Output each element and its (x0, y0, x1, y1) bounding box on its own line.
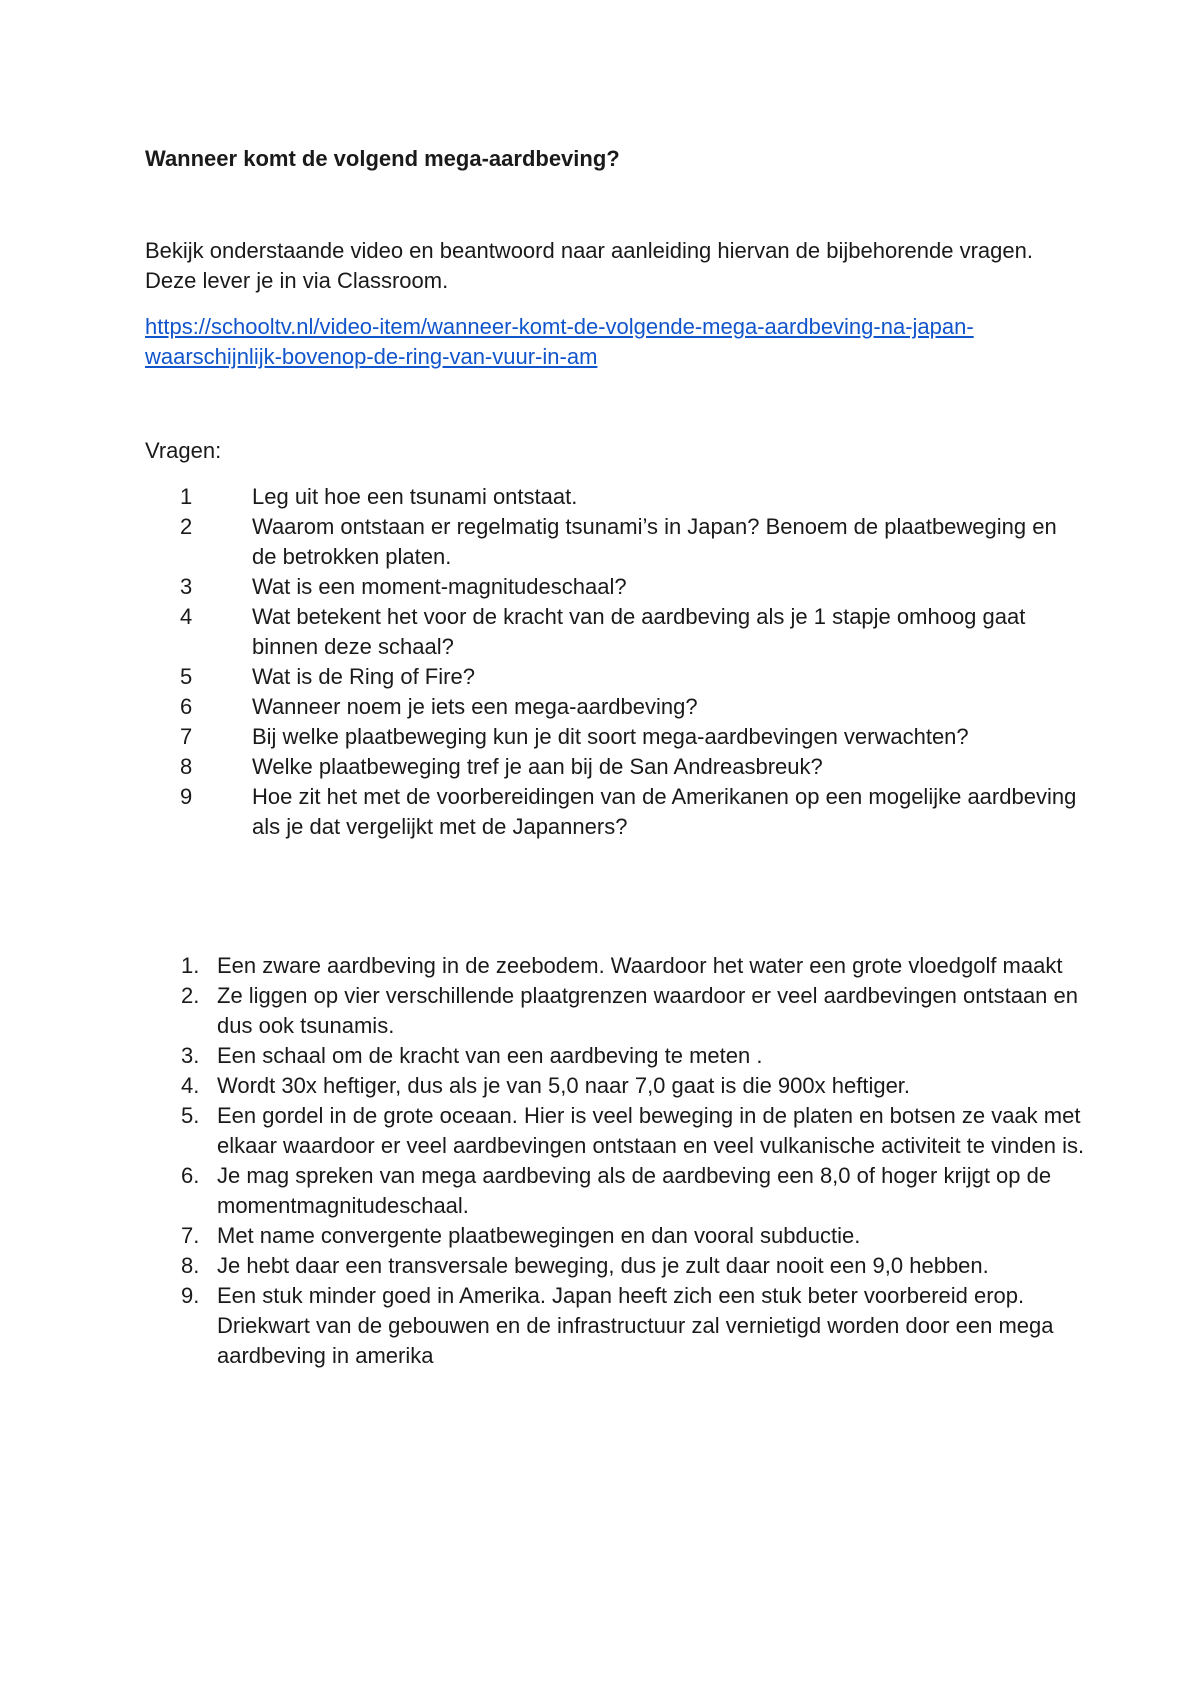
questions-heading: Vragen: (145, 438, 222, 463)
answer-item (145, 1071, 1085, 1101)
answer-text: Je hebt daar een transversale beweging, dus je zult daar nooit een 9,0 hebben. (217, 1253, 989, 1278)
question-number: 9 (180, 784, 193, 809)
answer-item (145, 1161, 1085, 1221)
answer-item (145, 951, 1085, 981)
question-number: 5 (180, 664, 193, 689)
answer-text: Wordt 30x heftiger, dus als je van 5,0 naar 7,0 gaat is die 900x heftiger. (217, 1073, 911, 1098)
answer-text: Je mag spreken van mega aardbeving als de aardbeving een 8,0 of hoger krijgt op de momentmagnitudeschaal. (217, 1163, 1052, 1218)
video-link-line-1[interactable]: https://schooltv.nl/video-item/wanneer-komt-de-volgende-mega-aardbeving-na-japan- (145, 314, 974, 339)
answer-number: 4. (181, 1073, 200, 1098)
question-text: Leg uit hoe een tsunami ontstaat. (252, 484, 578, 509)
question-number: 8 (180, 754, 193, 779)
intro-paragraph: Bekijk onderstaande video en beantwoord naar aanleiding hiervan de bijbehorende vragen. Deze lever je in via Classroom. (145, 238, 1033, 293)
answer-text: Met name convergente plaatbewegingen en dan vooral subductie. (217, 1223, 861, 1248)
answer-item (145, 1041, 1085, 1071)
answer-number: 5. (181, 1103, 200, 1128)
question-item (145, 662, 1085, 692)
questions-list (145, 482, 1085, 842)
answer-text: Ze liggen op vier verschillende plaatgrenzen waardoor er veel aardbevingen ontstaan en dus ook tsunamis. (217, 983, 1078, 1038)
video-link[interactable] (145, 312, 1105, 372)
answers-list (145, 951, 1085, 1371)
question-number: 1 (180, 484, 193, 509)
question-item (145, 512, 1085, 572)
answer-number: 8. (181, 1253, 200, 1278)
question-number: 3 (180, 574, 193, 599)
answer-text: Een stuk minder goed in Amerika. Japan heeft zich een stuk beter voorbereid erop. Driekwart van de gebouwen en de infrastructuur zal vernietigd worden door een mega aardbeving in amerika (217, 1283, 1054, 1368)
answer-number: 2. (181, 983, 200, 1008)
answer-item (145, 1221, 1085, 1251)
answer-number: 9. (181, 1283, 200, 1308)
question-text: Bij welke plaatbeweging kun je dit soort mega-aardbevingen verwachten? (252, 724, 969, 749)
question-item (145, 482, 1085, 512)
answer-text: Een schaal om de kracht van een aardbeving te meten . (217, 1043, 763, 1068)
question-text: Wat betekent het voor de kracht van de aardbeving als je 1 stapje omhoog gaat binnen deze schaal? (252, 604, 1026, 659)
question-text: Welke plaatbeweging tref je aan bij de San Andreasbreuk? (252, 754, 823, 779)
question-text: Wanneer noem je iets een mega-aardbeving? (252, 694, 698, 719)
answer-text: Een gordel in de grote oceaan. Hier is veel beweging in de platen en botsen ze vaak met elkaar waardoor er veel aardbevingen ontstaan en veel vulkanische activiteit te vinden is. (217, 1103, 1085, 1158)
answer-item (145, 1281, 1085, 1371)
question-item (145, 722, 1085, 752)
answer-number: 6. (181, 1163, 200, 1188)
question-text: Wat is de Ring of Fire? (252, 664, 475, 689)
answer-item (145, 1101, 1085, 1161)
question-number: 2 (180, 514, 193, 539)
question-item (145, 782, 1085, 842)
question-item (145, 572, 1085, 602)
question-number: 4 (180, 604, 193, 629)
question-item (145, 752, 1085, 782)
document-title: Wanneer komt de volgend mega-aardbeving? (145, 146, 620, 171)
answer-item (145, 1251, 1085, 1281)
question-number: 7 (180, 724, 193, 749)
question-item (145, 602, 1085, 662)
answer-number: 1. (181, 953, 200, 978)
question-text: Wat is een moment-magnitudeschaal? (252, 574, 627, 599)
question-text: Waarom ontstaan er regelmatig tsunami’s in Japan? Benoem de plaatbeweging en de betrokken platen. (252, 514, 1057, 569)
question-item (145, 692, 1085, 722)
answer-text: Een zware aardbeving in de zeebodem. Waardoor het water een grote vloedgolf maakt (217, 953, 1063, 978)
answer-item (145, 981, 1085, 1041)
question-number: 6 (180, 694, 193, 719)
answer-number: 7. (181, 1223, 200, 1248)
question-text: Hoe zit het met de voorbereidingen van de Amerikanen op een mogelijke aardbeving als je dat vergelijkt met de Japanners? (252, 784, 1077, 839)
video-link-line-2[interactable]: waarschijnlijk-bovenop-de-ring-van-vuur-in-am (145, 344, 598, 369)
answer-number: 3. (181, 1043, 200, 1068)
